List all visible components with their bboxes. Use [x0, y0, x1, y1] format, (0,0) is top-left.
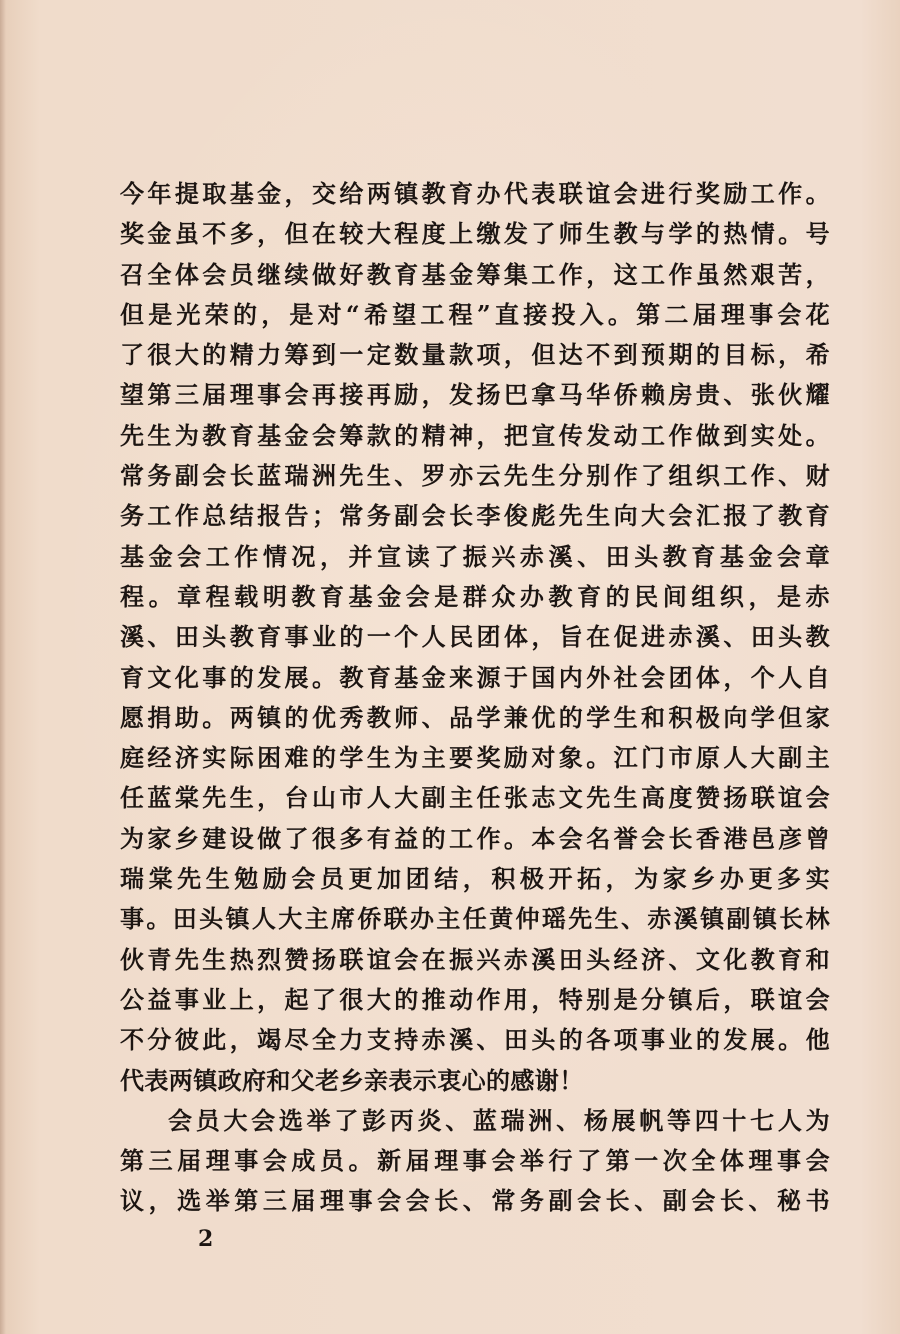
page-edge-shadow: [0, 0, 6, 1334]
text-line: 了很大的精力筹到一定数量款项，但达不到预期的目标，希: [120, 340, 830, 370]
text-line: 不分彼此，竭尽全力支持赤溪、田头的各项事业的发展。他: [120, 1025, 830, 1055]
text-line: 望第三届理事会再接再励，发扬巴拿马华侨赖房贵、张伙耀: [120, 380, 830, 410]
text-line: 瑞棠先生勉励会员更加团结，积极开拓，为家乡办更多实: [120, 864, 830, 894]
text-line: 今年提取基金，交给两镇教育办代表联谊会进行奖励工作。: [120, 179, 830, 208]
text-line: 务工作总结报告；常务副会长李俊彪先生向大会汇报了教育: [120, 501, 830, 531]
text-line: 伙青先生热烈赞扬联谊会在振兴赤溪田头经济、文化教育和: [120, 944, 830, 974]
text-line: 常务副会长蓝瑞洲先生、罗亦云先生分别作了组织工作、财: [120, 461, 830, 491]
page-number: 2: [198, 1226, 214, 1252]
text-line: 代表两镇政府和父老乡亲表示衷心的感谢！: [120, 1065, 584, 1095]
text-line: 奖金虽不多，但在较大程度上缴发了师生教与学的热情。号: [120, 219, 830, 249]
paragraph-first-line: 会员大会选举了彭丙炎、蓝瑞洲、杨展帆等四十七人为: [168, 1105, 830, 1135]
text-line: 庭经济实际困难的学生为主要奖励对象。江门市原人大副主: [120, 743, 830, 773]
text-line: 为家乡建设做了很多有益的工作。本会名誉会长香港邑彦曾: [120, 823, 830, 853]
text-line: 愿捐助。两镇的优秀教师、品学兼优的学生和积极向学但家: [120, 702, 830, 732]
text-line: 任蓝棠先生，台山市人大副主任张志文先生高度赞扬联谊会: [120, 783, 830, 813]
body-text: [120, 174, 830, 1222]
text-line: 先生为教育基金会筹款的精神，把宣传发动工作做到实处。: [120, 420, 830, 450]
text-line: 事。田头镇人大主席侨联办主任黄仲瑶先生、赤溪镇副镇长林: [120, 904, 830, 934]
text-line: 议，选举第三届理事会会长、常务副会长、副会长、秘书: [120, 1186, 830, 1216]
text-line: 程。章程载明教育基金会是群众办教育的民间组织，是赤: [120, 581, 830, 611]
text-line: 溪、田头教育事业的一个人民团体，旨在促进赤溪、田头教: [120, 622, 830, 652]
text-line: 但是光荣的，是对“希望工程”直接投入。第二届理事会花: [120, 299, 830, 329]
text-line: 召全体会员继续做好教育基金筹集工作，这工作虽然艰苦，: [120, 259, 830, 289]
text-line: 育文化事的发展。教育基金来源于国内外社会团体，个人自: [120, 662, 830, 692]
text-line: 第三届理事会成员。新届理事会举行了第一次全体理事会: [120, 1146, 830, 1176]
text-line: 基金会工作情况，并宣读了振兴赤溪、田头教育基金会章: [120, 541, 830, 571]
text-line: 公益事业上，起了很大的推动作用，特别是分镇后，联谊会: [120, 984, 830, 1014]
